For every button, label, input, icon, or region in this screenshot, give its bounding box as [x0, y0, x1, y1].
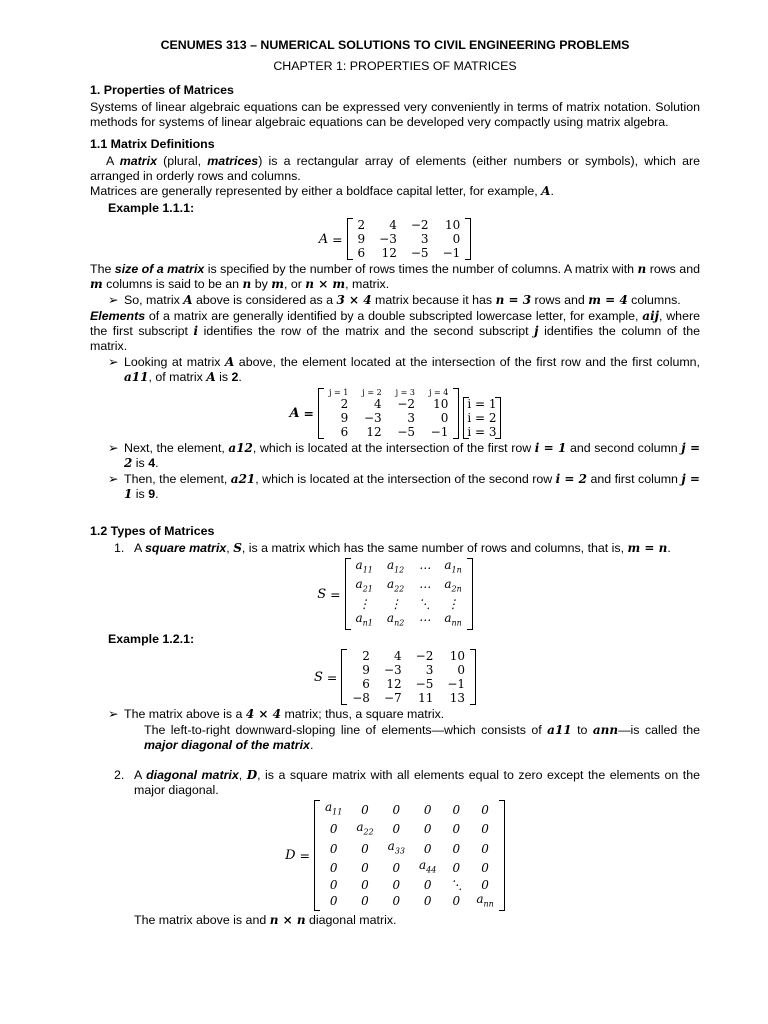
matrix-cell: ⋮ [447, 596, 460, 611]
matrix-row [318, 839, 501, 858]
matrix-cell: 11 [418, 691, 434, 706]
matrix-cell: $a_{nn}$ [476, 891, 494, 909]
matrix-cell: $a_{11}$ [324, 800, 343, 817]
matrix-cell: −1 [430, 424, 449, 439]
matrix-cell: 0 [361, 877, 369, 892]
matrix-cell: 3 [425, 663, 434, 678]
matrix-cell: 2 [340, 396, 349, 411]
column-label: j = 2 [362, 387, 382, 397]
matrix-definition: A matrix (plural, matrices) is a rectangular array of elements (either numbers or symbols), which are arranged in orderly rows and columns. [90, 154, 700, 183]
matrix-cell: 2 [357, 218, 366, 232]
matrix-cell: −3 [363, 410, 382, 425]
matrix-cell: 0 [361, 802, 369, 817]
matrix-cell: 0 [452, 894, 461, 909]
matrix-cell: 0 [481, 841, 489, 856]
matrix-cell: 0 [481, 822, 489, 837]
course-title: CENUMES 313 – NUMERICAL SOLUTIONS TO CIVIL ENGINEERING PROBLEMS [160, 38, 630, 52]
chapter-title: CHAPTER 1: PROPERTIES OF MATRICES [273, 59, 517, 73]
matrix-cell: $a_{1n}$ [444, 558, 462, 575]
matrix-cell: 0 [392, 877, 401, 892]
matrix-cell: −3 [379, 232, 397, 246]
matrix-cell: 4 [389, 218, 397, 232]
section-heading-1-2: 1.2 Types of Matrices [90, 524, 215, 538]
section-heading-1: 1. Properties of Matrices [90, 83, 234, 97]
document-page [90, 36, 700, 928]
matrix-cell: ⋯ [418, 613, 431, 628]
matrix-cell: 0 [392, 802, 401, 817]
matrix-cell: $a_{12}$ [386, 558, 405, 575]
square-matrix-definition: 1. A square matrix, S, is a matrix which has the same number of rows and columns, that is, m = n. [114, 541, 671, 555]
matrix-cell: ⋯ [418, 560, 431, 575]
matrix-cell: $a_{n1}$ [355, 610, 373, 628]
matrix-cell: ⋮ [389, 596, 402, 611]
matrix-cell: 6 [362, 677, 370, 692]
matrix-cell: $a_{21}$ [355, 577, 373, 594]
matrix-cell: 3 [407, 410, 416, 425]
column-label: j = 4 [429, 387, 449, 397]
matrix-cell: 6 [357, 246, 366, 260]
matrix-cell: 0 [452, 822, 461, 837]
matrix-cell: 12 [366, 424, 382, 439]
major-diagonal-paragraph: The left-to-right downward-sloping line of elements—which consists of a11 to ann—is called the major diagonal of the matrix. [144, 723, 700, 753]
matrix-cell: $a_{22}$ [356, 819, 374, 836]
matrix-cell: 0 [392, 861, 401, 876]
matrix-cell: 0 [481, 802, 489, 817]
matrix-cell: 0 [392, 894, 401, 909]
matrix-cell: 0 [423, 822, 432, 837]
column-label: j = 3 [395, 387, 416, 397]
matrix-cell: 0 [423, 894, 432, 909]
matrix-cell: $a_{22}$ [386, 577, 405, 594]
matrix-cell: $a_{nn}$ [444, 610, 462, 628]
matrix-cell: 10 [433, 396, 449, 411]
matrix-cell: −8 [352, 691, 370, 706]
matrix-row [349, 558, 469, 577]
matrix-cell: 4 [374, 396, 382, 411]
matrix-cell: 0 [329, 841, 338, 856]
matrix-cell: ⋱ [450, 877, 463, 892]
matrix-representation: Matrices are generally represented by either a boldface capital letter, for example, A. [90, 184, 554, 198]
matrix-cell: 3 [420, 232, 429, 246]
bullet-a11: ➢ Looking at matrix A above, the element located at the intersection of the first row and the first column, a11, of matrix A is 2. [108, 355, 700, 384]
matrix-cell: −2 [397, 396, 416, 411]
matrix-cell: 0 [329, 894, 338, 909]
matrix-cell: 0 [452, 802, 461, 817]
matrix-cell: 0 [423, 877, 432, 892]
matrix-cell: 0 [423, 841, 432, 856]
matrix-cell: −5 [410, 246, 429, 260]
matrix-cell: $a_{11}$ [355, 558, 373, 575]
matrix-cell: 0 [392, 822, 401, 837]
matrix-S-symbolic-equation: S = $a_{11}$ $a_{12}$ ⋯ $a_{1n}$ $a_{21}$ $a_{22}$ ⋯ $a_{2n}$ ⋮ ⋮ ⋱ ⋮ $a_{n1}$ $a_{n2}$ ⋯ $a_{nn}$ [90, 558, 700, 630]
matrix-cell: −2 [415, 649, 434, 664]
matrix-cell: −5 [397, 424, 416, 439]
matrix-D-equation: D = $a_{11}$ 0 0 0 0 0 0 $a_{22}$ 0 0 0 0 0 0 $a_{33}$ 0 0 0 0 0 0 $a_{44}$ 0 0 0 0 0 0 ⋱ 0 0 0 0 0 0 $a_{nn}$ [90, 800, 700, 911]
matrix-cell: 9 [362, 663, 370, 678]
matrix-cell: 0 [361, 861, 369, 876]
matrix-row [322, 411, 455, 425]
matrix-cell: 12 [386, 677, 402, 692]
matrix-row [318, 892, 501, 911]
matrix-row [318, 878, 501, 892]
matrix-row [351, 246, 468, 260]
matrix-cell: $a_{33}$ [387, 838, 406, 856]
matrix-row [349, 611, 469, 630]
matrix-row [345, 663, 472, 677]
matrix-cell: 13 [449, 691, 466, 706]
matrix-cell: 9 [357, 232, 366, 246]
matrix-cell: 0 [481, 861, 489, 876]
matrix-cell: 2 [362, 649, 370, 664]
matrix-cell: 0 [329, 877, 338, 892]
matrix-cell: −5 [415, 677, 434, 692]
matrix-A-equation: A = 2 4 −2 10 9 −3 3 0 6 12 −5 −1 [90, 218, 700, 260]
matrix-cell: 0 [361, 841, 369, 856]
diagonal-matrix-conclusion: The matrix above is and n × n diagonal matrix. [134, 913, 397, 928]
matrix-row [318, 800, 501, 819]
example-1-1-1-label: Example 1.1.1: [108, 201, 195, 215]
matrix-row [349, 577, 469, 596]
matrix-cell: $a_{2n}$ [444, 577, 462, 594]
bullet-a21: ➢ Then, the element, a21, which is located at the intersection of the second row i = 2 and first column j = 1 is 9. [108, 472, 700, 501]
matrix-row [322, 397, 455, 411]
matrix-cell: 10 [444, 218, 461, 232]
matrix-cell: 0 [440, 410, 449, 425]
matrix-row [345, 649, 472, 663]
matrix-cell: 10 [449, 649, 466, 664]
matrix-cell: 0 [481, 877, 489, 892]
matrix-cell: 0 [423, 802, 432, 817]
matrix-cell: −1 [442, 246, 461, 260]
matrix-S-symbolic [349, 558, 469, 630]
matrix-cell: $a_{44}$ [419, 858, 437, 875]
matrix-S [345, 649, 472, 705]
matrix-cell: ⋯ [418, 580, 431, 595]
matrix-cell: 0 [452, 232, 461, 246]
matrix-row [345, 691, 472, 705]
matrix-D [318, 800, 501, 911]
column-label: j = 1 [328, 387, 349, 397]
row-labels: i = 1 i = 2 i = 3 [463, 397, 500, 439]
elements-paragraph: Elements of a matrix are generally identified by a double subscripted lowercase letter, for example, aij, where the first subscript i identifies the row of the matrix and the second subscript j identifies the column of the matrix. [90, 309, 701, 353]
matrix-row [351, 218, 468, 232]
bullet-a12: ➢ Next, the element, a12, which is located at the intersection of the first row i = 1 and second column j = 2 is 4. [108, 441, 701, 470]
column-labels [322, 388, 455, 397]
matrix-cell: 12 [381, 246, 397, 260]
matrix-row [349, 597, 469, 611]
matrix-cell: 0 [457, 663, 466, 678]
matrix-cell: 0 [361, 894, 369, 909]
matrix-A-labeled-equation: A = j = 1 j = 2 j = 3 j = 4 2 4 −2 10 9 −3 3 0 6 12 −5 −1 i = 1 i = 2 i = 3 [90, 387, 700, 439]
section-heading-1-1: 1.1 Matrix Definitions [90, 137, 215, 151]
matrix-A-labeled [322, 388, 455, 439]
matrix-cell: −2 [410, 218, 429, 232]
matrix-cell: $a_{n2}$ [386, 610, 405, 628]
matrix-row [318, 858, 501, 877]
matrix-cell: 0 [452, 841, 461, 856]
matrix-cell: −7 [383, 691, 402, 706]
bullet-size-example: ➢ So, matrix A above is considered as a 3 × 4 matrix because it has n = 3 rows and m = 4 columns. [108, 293, 681, 307]
matrix-row [322, 425, 455, 439]
matrix-row [318, 820, 501, 839]
matrix-cell: −3 [383, 663, 402, 678]
matrix-cell: 0 [329, 822, 338, 837]
matrix-A [351, 218, 468, 260]
matrix-row [345, 677, 472, 691]
matrix-cell: 9 [340, 410, 349, 425]
matrix-cell: 0 [452, 861, 461, 876]
matrix-row [351, 232, 468, 246]
diagonal-matrix-definition: 2. A diagonal matrix, D, is a square matrix with all elements equal to zero except the elements on the major diagonal. [114, 768, 701, 798]
example-1-2-1-label: Example 1.2.1: [108, 632, 195, 647]
matrix-cell: ⋱ [418, 596, 431, 611]
matrix-cell: 0 [329, 861, 338, 876]
bullet-4x4: ➢ The matrix above is a 4 × 4 matrix; thus, a square matrix. [108, 707, 445, 722]
matrix-cell: 4 [394, 649, 402, 664]
matrix-size-paragraph: The size of a matrix is specified by the number of rows times the number of columns. A matrix with n rows and m columns is said to be an n by m, or n × m, matrix. [90, 262, 700, 291]
matrix-S-equation: S = 2 4 −2 10 9 −3 3 0 6 12 −5 −1 −8 −7 11 13 [90, 649, 700, 705]
matrix-cell: 6 [340, 424, 349, 439]
matrix-cell: ⋮ [358, 596, 371, 611]
matrix-cell: −1 [447, 677, 466, 692]
section-1-paragraph: Systems of linear algebraic equations can be expressed very conveniently in terms of matrix notation. Solution methods for systems of linear algebraic equations can be developed very compactly using matrix algebra. [90, 100, 700, 129]
